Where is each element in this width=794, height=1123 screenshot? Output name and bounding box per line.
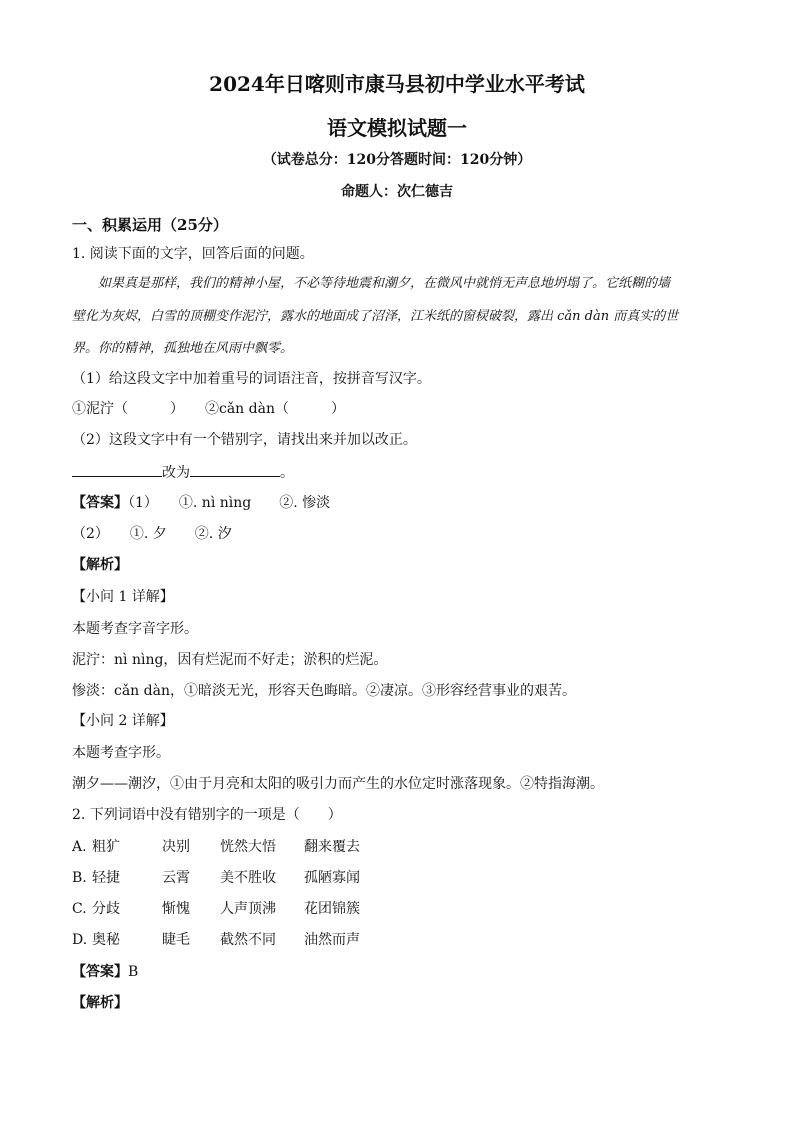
option-word: 决别: [162, 839, 190, 855]
blank-connector: 改为: [162, 465, 190, 481]
exam-subtitle: 语文模拟试题一: [327, 116, 467, 140]
option-c-label: C.: [72, 901, 87, 917]
passage-line-1: 如果真是那样，我们的精神小屋，不必等待地震和潮夕，在微风中就悄无声息地坍塌了。它纸糊的墙: [98, 276, 671, 291]
analysis-tag: 【解析】: [72, 557, 128, 573]
option-word: 粗犷: [92, 839, 120, 855]
option-b-label: B.: [72, 870, 87, 886]
option-word: 恍然大悟: [220, 839, 276, 855]
sub2-detail-heading: 【小问 2 详解】: [72, 713, 174, 729]
option-word: 惭愧: [162, 901, 190, 917]
sub1-detail-heading: 【小问 1 详解】: [72, 589, 174, 605]
sub1-text-1: 本题考查字音字形。: [72, 621, 198, 637]
question-1-sub2: （2）这段文字中有一个错别字，请找出来并加以改正。: [72, 432, 417, 448]
option-a-label: A.: [72, 839, 87, 855]
option-word: 孤陋寡闻: [304, 870, 360, 886]
answer-blank-2[interactable]: [190, 462, 280, 477]
sub2-text-2: 潮夕——潮汐，①由于月亮和太阳的吸引力而产生的水位定时涨落现象。②特指海潮。: [72, 776, 604, 792]
option-word: 云霄: [162, 870, 190, 886]
passage-line-2: 壁化为灰烬，白雪的顶棚变作泥泞，露水的地面成了沼泽，江米纸的窗棂破裂，露出 cǎn dàn 而真实的世: [72, 309, 679, 324]
blank-end: 。: [280, 465, 294, 481]
exam-author: 命题人：次仁德吉: [341, 184, 453, 200]
option-word: 人声顶沸: [220, 901, 276, 917]
sub1-text-2: 泥泞：nì nìng，因有烂泥而不好走；淤积的烂泥。: [72, 652, 388, 668]
option-c[interactable]: [72, 899, 360, 919]
option-a[interactable]: [72, 837, 360, 857]
answer-1-text-1: （1） ①. nì nìng ②. 惨淡: [128, 495, 331, 511]
answer-1-line-1: [72, 493, 330, 513]
option-word: 分歧: [92, 901, 120, 917]
sub2-text-1: 本题考查字形。: [72, 745, 170, 761]
passage-line-3: 界。你的精神，孤独地在风雨中飘零。: [72, 341, 294, 356]
answer-tag: 【答案】: [72, 495, 128, 511]
option-word: 睫毛: [162, 932, 190, 948]
option-word: 轻捷: [92, 870, 120, 886]
option-word: 花团锦簇: [304, 901, 360, 917]
option-b[interactable]: [72, 868, 360, 888]
answer-1-line-2: （2） ①. 夕 ②. 汐: [72, 526, 232, 542]
answer-blank-1[interactable]: [72, 462, 162, 477]
option-word: 截然不同: [220, 932, 276, 948]
question-1-sub1-items: ①泥泞（ ） ②cǎn dàn（ ）: [72, 401, 345, 417]
exam-info: （试卷总分：120分答题时间：120分钟）: [262, 152, 532, 168]
question-1-sub1: （1）给这段文字中加着重号的词语注音，按拼音写汉字。: [72, 371, 431, 387]
option-word: 油然而声: [304, 932, 360, 948]
question-1-prompt: 1. 阅读下面的文字，回答后面的问题。: [72, 246, 314, 262]
answer-2-value: B: [128, 964, 139, 980]
option-d[interactable]: [72, 930, 360, 950]
exam-title: 2024年日喀则市康马县初中学业水平考试: [209, 72, 585, 96]
section-heading: 一、积累运用（25分）: [72, 216, 228, 234]
option-word: 奥秘: [92, 932, 120, 948]
analysis-2-tag: 【解析】: [72, 995, 128, 1011]
option-word: 美不胜收: [220, 870, 276, 886]
answer-blank-line: [72, 462, 294, 483]
answer-2: [72, 962, 138, 982]
option-word: 翻来覆去: [304, 839, 360, 855]
sub1-text-3: 惨淡：cǎn dàn，①暗淡无光，形容天色晦暗。②凄凉。③形容经营事业的艰苦。: [72, 683, 576, 699]
answer-tag: 【答案】: [72, 964, 128, 980]
option-d-label: D.: [72, 932, 88, 948]
question-2-prompt: 2. 下列词语中没有错别字的一项是（ ）: [72, 807, 342, 823]
